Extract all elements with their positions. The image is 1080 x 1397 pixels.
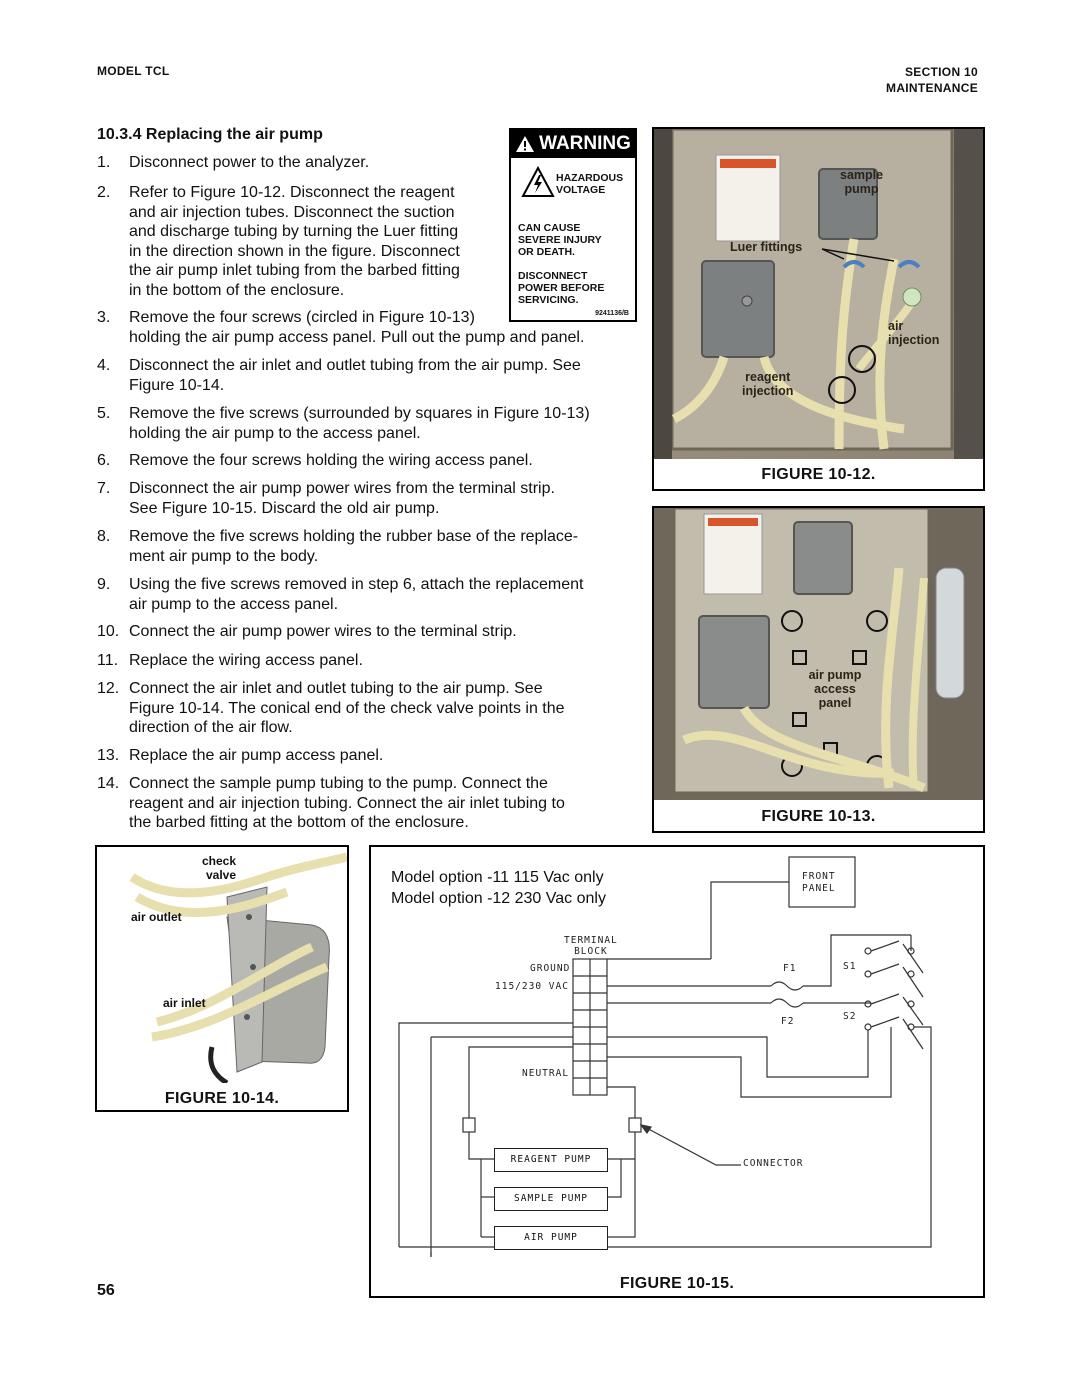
step-line: Disconnect the air inlet and outlet tubing from the air pump. See [129,357,581,374]
figure-10-14 [95,845,349,1112]
step-line: Connect the sample pump tubing to the pump. Connect the [129,775,548,792]
warning-consequence-line: OR DEATH. [518,246,575,258]
terminal-block-label [564,935,618,957]
analyzer-pumps-image [654,129,983,459]
fuse-f2-label: F2 [781,1016,795,1027]
figure-10-12-photo [654,129,983,459]
header-section [886,64,978,96]
switch-s1-label: S1 [843,961,857,972]
label-line: injection [742,384,794,398]
label-air-injection [888,319,939,347]
step-line: in the bottom of the enclosure. [129,281,345,299]
neutral-label: NEUTRAL [522,1068,570,1079]
warning-consequence-line: CAN CAUSE [518,222,581,234]
step-line: and discharge tubing by turning the Luer fitting [129,223,459,240]
step-line: the barbed fitting at the bottom of the enclosure. [129,814,469,831]
warning-instruction-line: DISCONNECT [518,270,588,282]
step-text: Disconnect power to the analyzer. [129,154,370,171]
figure-10-13-photo [654,508,983,800]
air-pump-box: AIR PUMP [494,1226,608,1250]
label-line: access [814,682,856,696]
step-text: Replace the wiring access panel. [129,652,363,669]
label-line: valve [206,868,237,882]
label-line: pump [844,182,879,196]
label-air-inlet: air inlet [163,996,206,1010]
figure-10-12 [652,127,985,491]
step-line: Refer to Figure 10-12. Disconnect the reagent [129,184,455,201]
step-line: Figure 10-14. The conical end of the check valve points in the [129,699,565,717]
switch-s2-label: S2 [843,1011,857,1022]
step-line: Connect the air inlet and outlet tubing to the air pump. See [129,680,543,697]
figure-10-13 [652,506,985,833]
step-line: Remove the five screws holding the rubber base of the replace- [129,528,579,545]
step-number: 5. [97,405,111,422]
step-number: 11. [97,652,119,669]
step-text: Replace the air pump access panel. [129,747,384,764]
label-sample-pump [840,168,883,196]
figure-10-14-caption: FIGURE 10-14. [164,1090,280,1107]
step-line: holding the air pump access panel. Pull out the pump and panel. [129,328,585,346]
step-number: 9. [97,576,111,593]
warning-hazard-line: HAZARDOUS [556,172,624,184]
figure-10-15 [369,845,985,1298]
step-text: Remove the four screws holding the wiring access panel. [129,452,533,469]
warning-code: 9241136/B [595,310,629,317]
step-line: in the direction shown in the figure. Disconnect [129,242,460,260]
step-number: 3. [97,309,111,326]
figure-10-15-caption: FIGURE 10-15. [619,1275,735,1292]
step-line: and air injection tubes. Disconnect the suction [129,203,455,221]
section-title: 10.3.4 Replacing the air pump [97,126,323,143]
label-air-pump-access-panel [804,668,866,710]
label-line: BLOCK [574,946,608,957]
warning-instruction [518,270,604,306]
figure-10-13-caption: FIGURE 10-13. [761,808,876,825]
step-number: 8. [97,528,111,545]
step-number: 6. [97,452,111,469]
warning-title: WARNING [539,133,631,154]
step-line: ment air pump to the body. [129,547,319,565]
label-air-outlet: air outlet [131,910,182,924]
step-text: Connect the air pump power wires to the terminal strip. [129,623,517,640]
step-number: 12. [97,680,120,697]
page-number: 56 [97,1282,115,1299]
label-line: panel [818,696,852,710]
step-number: 10. [97,623,120,640]
warning-instruction-line: POWER BEFORE [518,282,605,294]
warning-triangle-icon [515,135,535,153]
step-line: Figure 10-14. [129,376,225,394]
step-line: Disconnect the air pump power wires from the terminal strip. [129,480,555,497]
air-pump-panel-image [654,508,983,800]
header-section-number: SECTION 10 [904,65,978,79]
warning-instruction-line: SERVICING. [518,294,579,306]
label-line: air pump [808,668,862,682]
label-reagent-injection [742,370,793,398]
step-line: reagent and air injection tubing. Connect the air inlet tubing to [129,794,565,812]
label-line: injection [888,333,940,347]
figure-10-14-photo [97,847,347,1083]
air-pump-image [97,847,347,1083]
label-check-valve [202,854,236,882]
front-panel-label [802,871,836,895]
figure-10-12-caption: FIGURE 10-12. [761,466,876,483]
electric-hazard-icon [521,166,555,198]
label-luer-fittings: Luer fittings [730,240,803,254]
step-number: 1. [97,154,111,171]
reagent-pump-box: REAGENT PUMP [494,1148,608,1172]
step-2 [97,183,507,303]
sample-pump-box: SAMPLE PUMP [494,1187,608,1211]
warning-hazard-line: VOLTAGE [556,184,606,196]
step-line: Remove the five screws (surrounded by squares in Figure 10-13) [129,405,590,422]
vac-label: 115/230 VAC [495,981,569,992]
label-line: PANEL [802,883,836,894]
fuse-f1-label: F1 [783,963,797,974]
step-number: 4. [97,357,111,374]
model-option-11: Model option -11 115 Vac only [391,869,604,886]
step-number: 14. [97,775,120,792]
model-option-12: Model option -12 230 Vac only [391,890,606,907]
step-line: Using the five screws removed in step 6, attach the replacement [129,576,584,593]
label-line: sample [840,168,884,182]
connector-label: CONNECTOR [743,1158,804,1169]
step-line: Remove the four screws (circled in Figure 10-13) [129,309,475,326]
header-model: MODEL TCL [97,64,170,78]
step-line: air pump to the access panel. [129,595,339,613]
warning-hazard [556,172,623,196]
step-line: the air pump inlet tubing from the barbed fitting [129,262,460,279]
warning-label [509,128,637,322]
header-section-name: MAINTENANCE [886,81,978,95]
label-line: FRONT [802,871,836,882]
warning-header [511,130,635,158]
step-line: holding the air pump to the access panel. [129,424,421,442]
warning-consequence-line: SEVERE INJURY [518,234,602,246]
step-number: 13. [97,747,120,764]
label-line: air [888,319,904,333]
step-line: See Figure 10-15. Discard the old air pump. [129,499,440,517]
warning-consequence [518,222,602,258]
label-line: check [202,854,237,868]
label-line: reagent [745,370,791,384]
wiring-diagram [371,847,983,1296]
step-number: 2. [97,184,111,201]
step-line: direction of the air flow. [129,719,293,736]
label-line: TERMINAL [564,935,618,946]
ground-label: GROUND [530,963,571,974]
step-number: 7. [97,480,111,497]
